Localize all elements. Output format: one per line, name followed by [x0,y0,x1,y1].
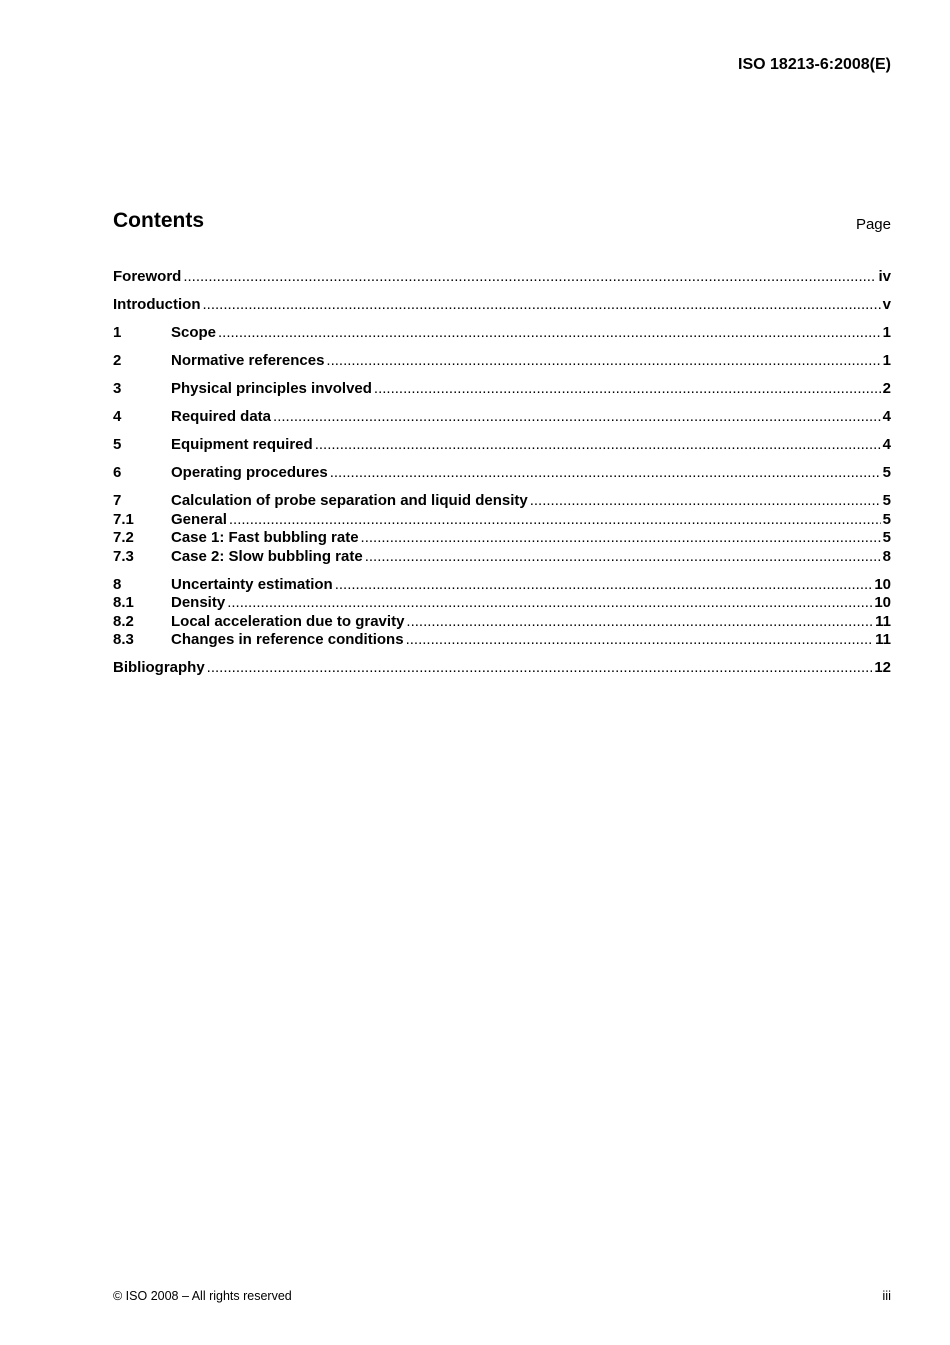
toc-entry-5[interactable] [113,436,891,455]
toc-entry-page: 5 [882,529,891,546]
toc-entry-number: 7.2 [113,529,134,546]
toc-entry-title: Bibliography [113,659,205,676]
toc-entry-number: 8 [113,575,122,593]
toc-dot-leader [361,529,881,548]
toc-dot-leader [218,324,881,343]
toc-entry-title: General [171,510,227,528]
toc-entry-3[interactable] [113,380,891,399]
toc-dot-leader [273,408,881,427]
toc-entry-page: 5 [882,492,891,509]
toc-entry-title: Case 2: Slow bubbling rate [171,547,363,565]
toc-entry-8-2[interactable] [113,613,891,632]
toc-entry-title: Case 1: Fast bubbling rate [171,529,359,546]
toc-entry-7-2[interactable] [113,529,891,548]
toc-dot-leader [315,436,881,455]
toc-dot-leader [202,296,880,315]
toc-entry-8[interactable] [113,576,891,595]
toc-entry-page: 1 [882,352,891,369]
toc-entry-number: 8.1 [113,594,134,611]
toc-entry-7[interactable] [113,492,891,511]
toc-dot-leader [365,548,881,567]
toc-dot-leader [530,492,881,511]
toc-entry-page: 4 [882,436,891,453]
document-id: ISO 18213-6:2008(E) [738,56,891,73]
toc-entry-page: 5 [882,510,891,528]
toc-dot-leader [183,268,876,287]
toc-entry-number: 1 [113,324,122,341]
toc-entry-number: 6 [113,464,122,481]
toc-dot-leader [335,576,873,595]
toc-entry-title: Equipment required [171,436,313,453]
toc-entry-number: 7.1 [113,510,134,528]
toc-entry-1[interactable] [113,324,891,343]
toc-entry-page: 4 [882,408,891,425]
toc-entry-6[interactable] [113,464,891,483]
toc-entry-title: Physical principles involved [171,380,372,397]
toc-entry-8-1[interactable] [113,594,891,613]
toc-entry-number: 7.3 [113,547,134,565]
toc-entry-title: Calculation of probe separation and liquid density [171,492,528,509]
footer-page-number: iii [882,1288,891,1303]
toc-entry-page: 1 [882,324,891,341]
toc-entry-8-3[interactable] [113,631,891,650]
toc-dot-leader [406,613,873,632]
toc-entry-title: Density [171,594,226,611]
toc-dot-leader [374,380,881,399]
toc-dot-leader [406,631,874,650]
toc-entry-number: 8.2 [113,612,134,630]
toc-entry-introduction[interactable] [113,296,891,315]
toc-entry-title: Local acceleration due to gravity [171,612,405,630]
table-of-contents [113,268,891,678]
toc-dot-leader [227,594,872,613]
toc-entry-number: 7 [113,492,122,509]
toc-entry-title: Introduction [113,296,201,313]
toc-entry-7-1[interactable] [113,511,891,530]
toc-entry-2[interactable] [113,352,891,371]
toc-entry-title: Changes in reference conditions [171,631,404,648]
toc-entry-4[interactable] [113,408,891,427]
toc-entry-page: 10 [874,594,891,611]
toc-entry-page: 10 [874,575,891,593]
toc-entry-page: 12 [874,659,891,676]
toc-entry-title: Normative references [171,352,325,369]
toc-entry-title: Foreword [113,268,182,285]
toc-dot-leader [326,352,880,371]
page-column-label: Page [855,216,891,233]
toc-entry-number: 4 [113,408,122,425]
toc-entry-title: Operating procedures [171,464,328,481]
footer-copyright: © ISO 2008 – All rights reserved [113,1289,292,1303]
toc-dot-leader [330,464,881,483]
toc-entry-foreword[interactable] [113,268,891,287]
toc-entry-number: 5 [113,436,122,453]
toc-entry-number: 8.3 [113,631,134,648]
toc-entry-7-3[interactable] [113,548,891,567]
toc-entry-page: 2 [882,380,891,397]
toc-entry-bibliography[interactable] [113,659,891,678]
toc-entry-number: 2 [113,352,122,369]
toc-entry-page: 8 [882,547,891,565]
toc-entry-title: Uncertainty estimation [171,575,333,593]
toc-entry-title: Required data [171,408,272,425]
toc-dot-leader [229,511,881,530]
toc-entry-page: v [882,296,891,313]
toc-entry-page: 5 [882,464,891,481]
toc-entry-page: 11 [875,612,891,630]
contents-title: Contents [113,209,204,232]
toc-dot-leader [207,659,873,678]
toc-entry-page: iv [878,268,891,285]
toc-entry-page: 11 [875,631,891,648]
toc-entry-title: Scope [171,324,217,341]
toc-entry-number: 3 [113,380,122,397]
